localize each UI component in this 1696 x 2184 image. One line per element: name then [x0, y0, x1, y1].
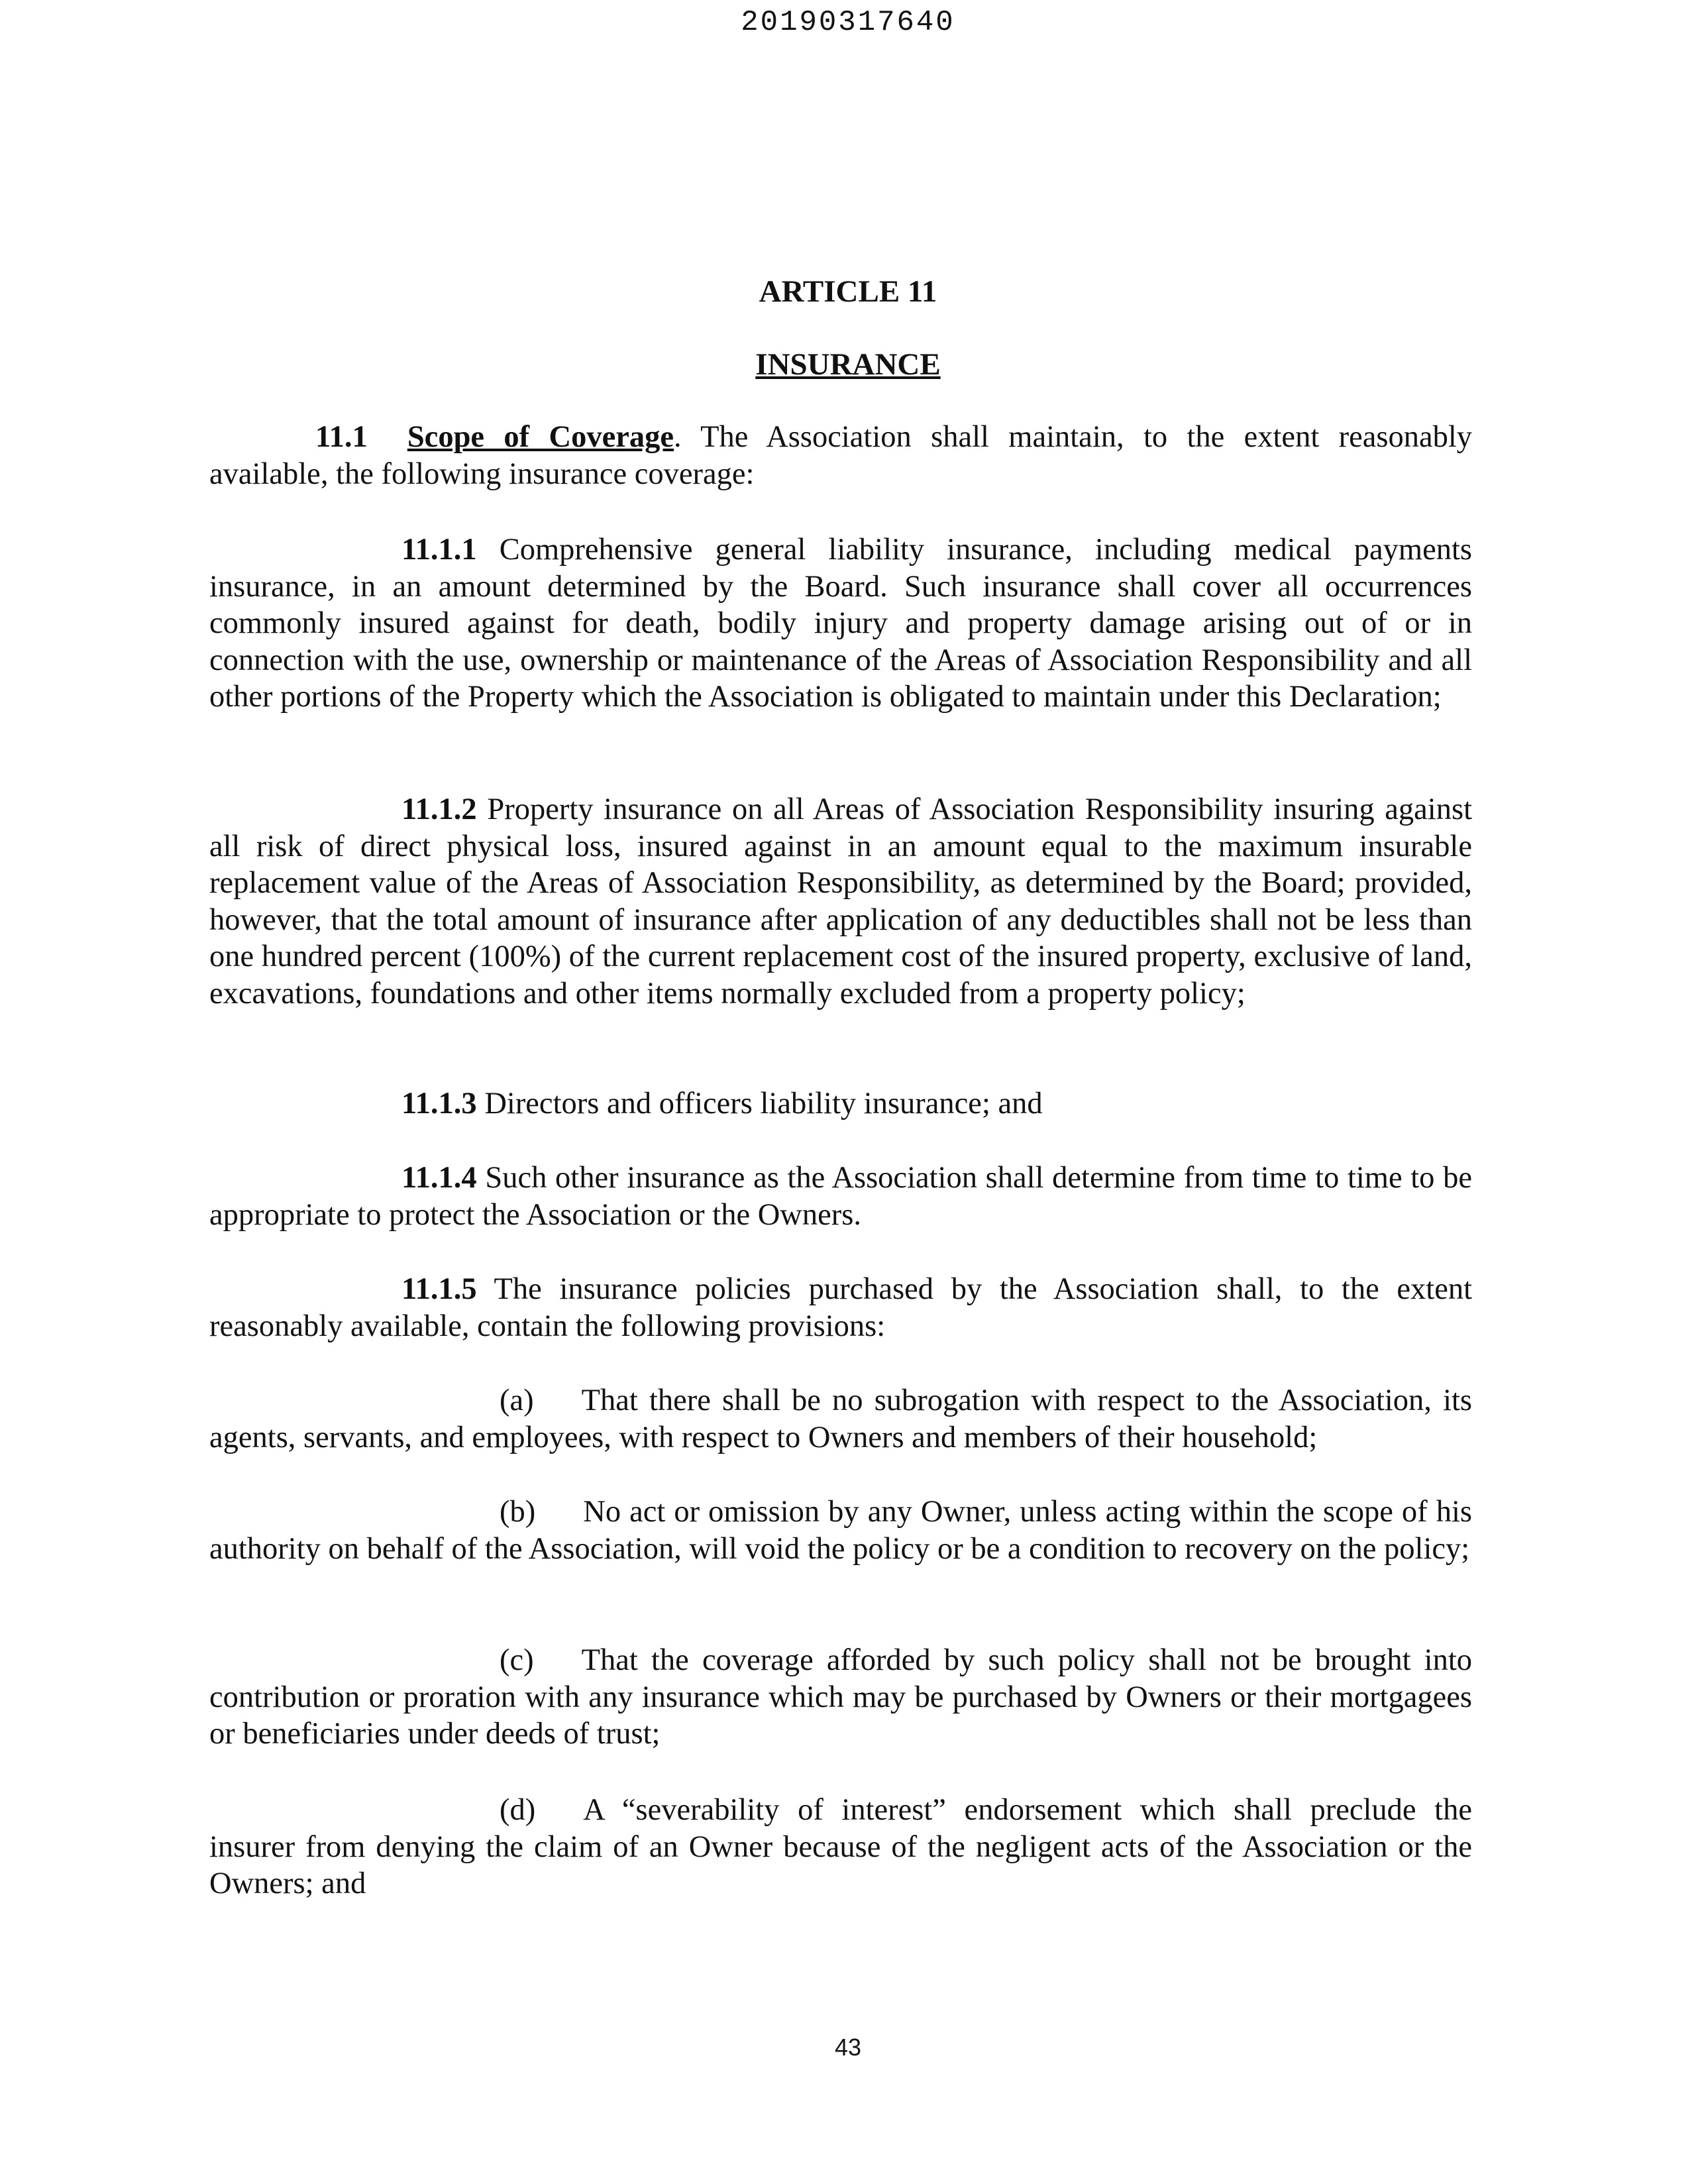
provision-c: [209, 1642, 1472, 1753]
provision-text: That the coverage afforded by such policy shall not be brought into contribution or proration with any insurance which may be purchased by Owners or their mortgagees or beneficiaries under deeds of trust;: [209, 1643, 1472, 1751]
document-number: 20190317640: [741, 6, 955, 39]
provision-label: (d): [500, 1793, 536, 1827]
subsection-11-1-2: [209, 791, 1472, 1012]
section-title: INSURANCE: [755, 347, 941, 382]
subsection-text: Directors and officers liability insurance; and: [476, 1087, 1043, 1120]
provision-text: A “severability of interest” endorsement which shall preclude the insurer from denying the claim of an Owner because of the negligent acts of the Association or the Owners; and: [209, 1793, 1472, 1901]
subsection-text: Property insurance on all Areas of Association Responsibility insuring against all risk of direct physical loss, insured against in an amount equal to the maximum insurable replacement value of the Areas of Association Responsibility, as determined by the Board; provided, however, that the total amount of insurance after application of any deductibles shall not be less than one hundred percent (100%) of the current replacement cost of the insured property, exclusive of land, excavations, foundations and other items normally excluded from a property policy;: [209, 792, 1472, 1010]
section-number: 11.1: [315, 420, 368, 454]
subsection-11-1-1: [209, 531, 1472, 716]
subsection-number: 11.1.5: [401, 1272, 477, 1306]
provision-label: (b): [500, 1495, 536, 1529]
subsection-number: 11.1.3: [401, 1087, 477, 1120]
subsection-text: The insurance policies purchased by the Association shall, to the extent reasonably available, contain the following provisions:: [209, 1272, 1472, 1343]
provision-b: [209, 1494, 1472, 1567]
provision-label: (a): [500, 1384, 534, 1417]
provision-d: [209, 1792, 1472, 1902]
provision-a: [209, 1382, 1472, 1456]
article-title: ARTICLE 11: [759, 274, 937, 309]
subsection-11-1-4: [209, 1160, 1472, 1233]
provision-text: No act or omission by any Owner, unless acting within the scope of his authority on behalf of the Association, will void the policy or be a condition to recovery on the policy;: [209, 1495, 1472, 1566]
subsection-number: 11.1.1: [401, 533, 477, 567]
provision-text: That there shall be no subrogation with respect to the Association, its agents, servants, and employees, with respect to Owners and members of their household;: [209, 1384, 1472, 1454]
subsection-number: 11.1.4: [401, 1161, 477, 1195]
subsection-text: Comprehensive general liability insurance, including medical payments insurance, in an amount determined by the Board. Such insurance shall cover all occurrences commonly insured against for death, bodily injury and property damage arising out of or in connection with the use, ownership or maintenance of the Areas of Association Responsibility and all other portions of the Property which the Association is obligated to maintain under this Declaration;: [209, 533, 1472, 714]
subsection-11-1-5: [209, 1271, 1472, 1344]
subsection-11-1-3: [209, 1085, 1472, 1122]
section-text: . The Association shall maintain, to the extent reasonably available, the following insurance coverage:: [209, 420, 1473, 491]
provision-label: (c): [500, 1643, 534, 1677]
subsection-number: 11.1.2: [401, 792, 477, 826]
page-number: 43: [834, 2034, 862, 2061]
subsection-text: Such other insurance as the Association shall determine from time to time to be appropriate to protect the Association or the Owners.: [209, 1161, 1472, 1232]
section-heading: Scope of Coverage: [407, 420, 674, 454]
section-11-1-paragraph: [209, 419, 1472, 492]
